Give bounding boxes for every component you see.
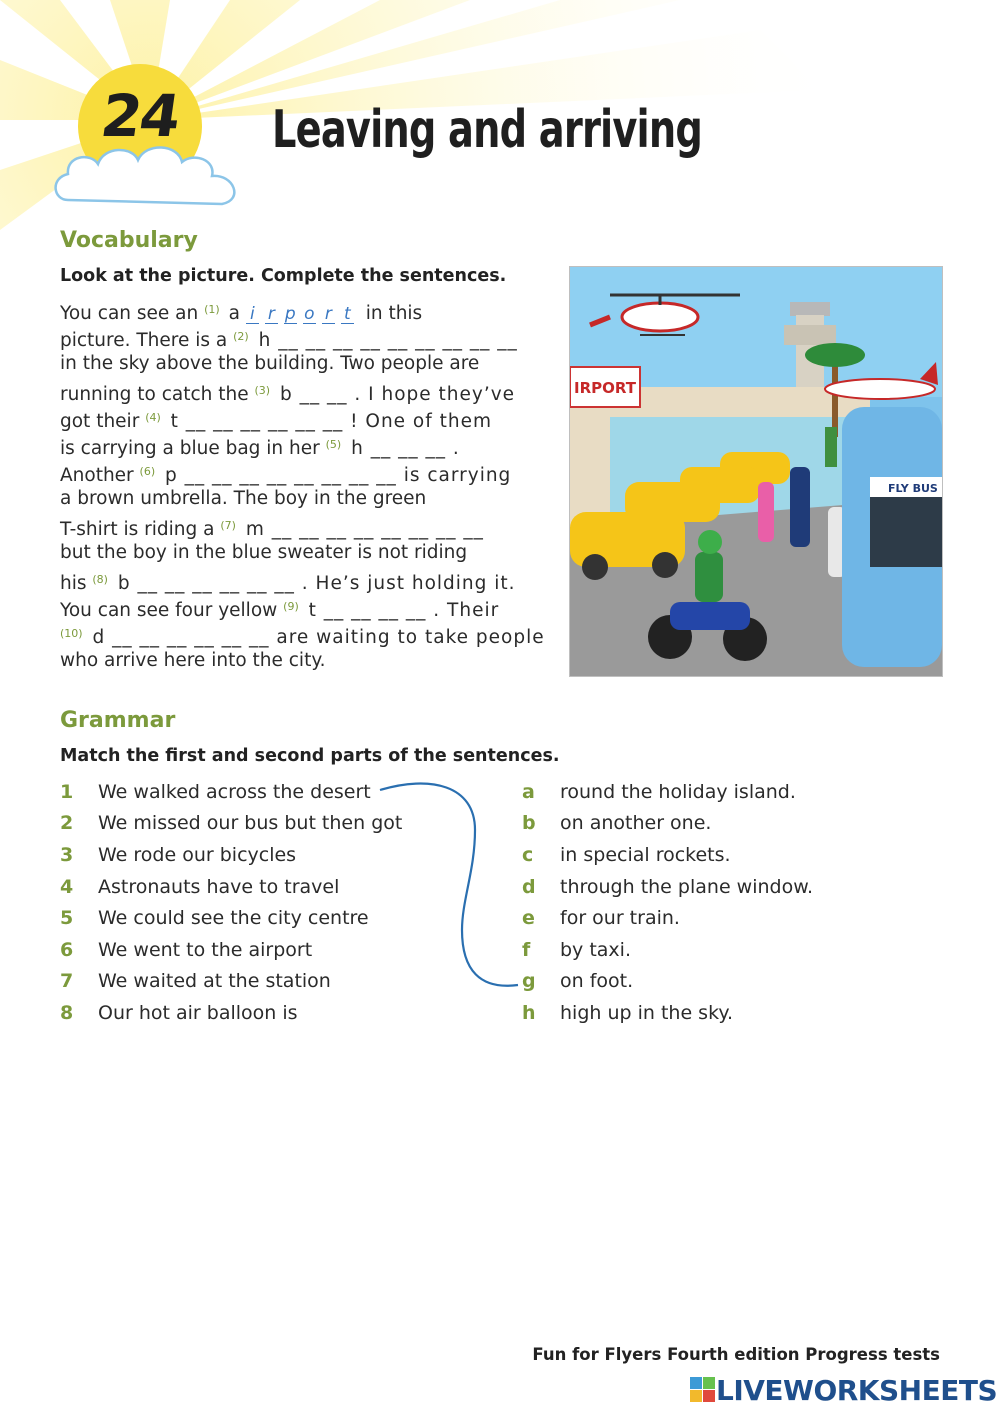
blank-field[interactable]: t __ __ __ __ __ __ ! One of them <box>163 411 493 432</box>
blank-field[interactable]: h __ __ __ __ __ __ __ __ __ <box>251 330 518 351</box>
liveworksheets-brand: LIVEWORKSHEETS <box>716 1373 998 1407</box>
answer-letter[interactable]: p <box>284 304 296 324</box>
bus-drawing <box>842 407 942 667</box>
passage-line: but the boy in the blue sweater is not riding <box>60 542 468 563</box>
match-right-item[interactable]: b on another one. <box>522 812 712 835</box>
blank-field[interactable]: b __ __ __ __ __ __ . He’s just holding it. <box>110 573 516 594</box>
passage-line: T-shirt is riding a $^{(7)}$ m __ __ __ __ __ __ __ __ <box>60 519 484 540</box>
passage-line: is carrying a blue bag in her $^{(5)}$ h __ __ __ . <box>60 438 460 459</box>
liveworksheets-logo[interactable] <box>690 1374 997 1406</box>
footer-credit: Fun for Flyers Fourth edition Progress tests <box>532 1345 940 1364</box>
passage-line: a brown umbrella. The boy in the green <box>60 488 427 509</box>
passage-line: got their $^{(4)}$ t __ __ __ __ __ __ ! One of them <box>60 411 493 432</box>
passage-line: in the sky above the building. Two people are <box>60 353 480 374</box>
passage-line: You can see an $^{(1)}$ a i r p o r t in this <box>60 303 423 324</box>
liveworksheets-icon <box>690 1377 716 1403</box>
passage-line: picture. There is a $^{(2)}$ h __ __ __ __ __ __ __ __ __ <box>60 330 518 351</box>
passage-line: who arrive here into the city. <box>60 650 326 671</box>
unit-number: 24 <box>96 82 184 150</box>
match-right-item[interactable]: c in special rockets. <box>522 843 731 866</box>
match-left-item[interactable]: 6 We went to the airport <box>60 938 313 961</box>
match-right-item[interactable]: d through the plane window. <box>522 875 814 898</box>
bus-sign: FLY BUS <box>888 482 938 495</box>
answer-letter[interactable]: t <box>341 305 354 324</box>
airport-sign: IRPORT <box>574 379 636 397</box>
answer-letter[interactable]: r <box>265 305 278 324</box>
vocabulary-passage <box>60 296 545 674</box>
grammar-heading: Grammar <box>60 708 176 733</box>
blank-field[interactable]: p __ __ __ __ __ __ __ __ is carrying <box>158 465 512 486</box>
match-left-item[interactable]: 7 We waited at the station <box>60 970 331 993</box>
passage-line: his $^{(8)}$ b __ __ __ __ __ __ . He’s just holding it. <box>60 573 516 594</box>
match-left-item[interactable]: 5 We could see the city centre <box>60 907 369 930</box>
answer-letter[interactable]: o <box>304 304 315 324</box>
match-left-item[interactable]: 1 We walked across the desert <box>60 780 371 803</box>
passage-line: Another $^{(6)}$ p __ __ __ __ __ __ __ __ is carrying <box>60 465 512 486</box>
match-left-item[interactable]: 2 We missed our bus but then got <box>60 812 403 835</box>
blank-field[interactable]: m __ __ __ __ __ __ __ __ <box>238 519 484 540</box>
passage-line: You can see four yellow $^{(9)}$ t __ __ __ __ . Their <box>60 600 500 621</box>
vocabulary-heading: Vocabulary <box>60 228 198 253</box>
match-left-item[interactable]: 8 Our hot air balloon is <box>60 1001 298 1024</box>
match-left-item[interactable]: 3 We rode our bicycles <box>60 843 297 866</box>
grammar-instruction: Match the first and second parts of the sentences. <box>60 746 560 766</box>
match-left-item[interactable]: 4 Astronauts have to travel <box>60 875 340 898</box>
blank-field[interactable]: d __ __ __ __ __ __ are waiting to take people <box>85 627 545 648</box>
match-right-item[interactable]: e for our train. <box>522 907 680 930</box>
vocabulary-instruction: Look at the picture. Complete the sentences. <box>60 266 507 286</box>
answer-letter[interactable]: r <box>322 305 335 324</box>
passage-line: running to catch the $^{(3)}$ b __ __ . I hope they’ve <box>60 384 516 405</box>
match-right-item[interactable]: a round the holiday island. <box>522 780 796 803</box>
match-right-item[interactable]: f by taxi. <box>522 938 631 961</box>
match-right-item[interactable]: h high up in the sky. <box>522 1001 733 1024</box>
tower-cab <box>790 302 830 316</box>
passage-line: $^{(10)}$ d __ __ __ __ __ __ are waiting to take people <box>60 627 545 648</box>
match-left-list <box>60 776 402 1029</box>
match-right-item[interactable]: g on foot. <box>522 970 634 993</box>
match-right-list <box>522 776 813 1029</box>
blank-field[interactable]: h __ __ __ . <box>344 438 460 459</box>
page-title: Leaving and arriving <box>272 100 703 160</box>
blank-field[interactable]: t __ __ __ __ . Their <box>301 600 500 621</box>
answer-letter[interactable]: i <box>246 305 259 324</box>
airport-illustration <box>569 266 943 677</box>
blank-field[interactable]: b __ __ . I hope they’ve <box>273 384 516 405</box>
